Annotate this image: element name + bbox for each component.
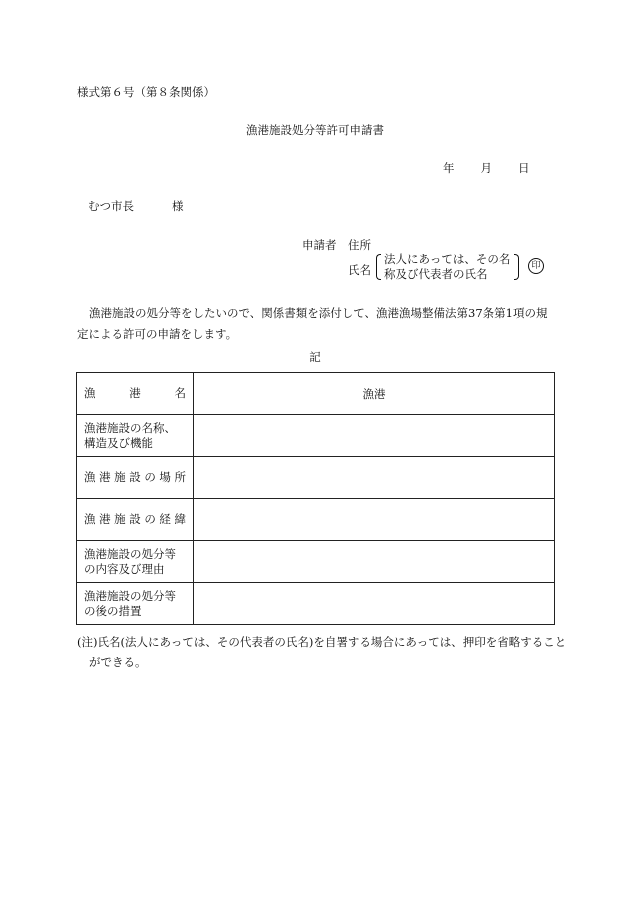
row-label-spread: [84, 470, 186, 485]
row-label-char: 場: [159, 470, 171, 484]
row-label-char: 緯: [174, 512, 186, 526]
row-label: [77, 457, 194, 499]
row-label-char: 港: [99, 470, 111, 484]
table-row: [77, 499, 555, 541]
row-label: 漁港施設の処分等の内容及び理由: [77, 541, 194, 583]
row-label: [77, 499, 194, 541]
table-row: [77, 373, 555, 415]
row-value[interactable]: [194, 499, 555, 541]
row-label-char: 設: [129, 512, 141, 526]
addressee-name: むつ市長: [88, 199, 134, 213]
date-month: 月: [480, 161, 492, 175]
row-label-char: 漁: [84, 512, 96, 526]
row-value[interactable]: [194, 457, 555, 499]
row-label-spread: [84, 512, 186, 527]
row-value[interactable]: [194, 583, 555, 625]
row-label: 漁港施設の処分等の後の措置: [77, 583, 194, 625]
row-label-spread: [84, 386, 186, 401]
ki-label: 記: [309, 350, 321, 364]
row-label-char: 施: [114, 470, 126, 484]
row-value[interactable]: [194, 541, 555, 583]
table-row: [77, 457, 555, 499]
body-paragraph: 漁港施設の処分等をしたいので、関係書類を添付して、漁港漁場整備法第37条第1項の規定による許可の申請をします。: [77, 306, 548, 341]
date-day: 日: [518, 161, 530, 175]
table-row: [77, 415, 555, 457]
date-line: [443, 160, 530, 176]
date-year: 年: [443, 161, 455, 175]
row-label-char: 港: [129, 386, 141, 400]
address-label: 住所: [348, 238, 371, 252]
corporate-note-line1: 法人にあっては、その名: [384, 252, 511, 266]
document-title: 漁港施設処分等許可申請書: [246, 123, 384, 137]
row-label: 漁港施設の名称、構造及び機能: [77, 415, 194, 457]
detail-table: [76, 372, 555, 625]
addressee: [88, 198, 184, 214]
row-label-char: 漁: [84, 386, 96, 400]
right-bracket: [514, 254, 519, 280]
row-label-char: の: [144, 470, 156, 484]
row-label-char: 施: [114, 512, 126, 526]
row-label-char: 名: [174, 386, 186, 400]
row-label-char: 漁: [84, 470, 96, 484]
addressee-honorific: 様: [172, 199, 184, 213]
row-value[interactable]: 漁港: [194, 373, 555, 415]
row-label-char: 経: [159, 512, 171, 526]
footnote: (注)氏名(法人にあっては、その代表者の氏名)を自署する場合にあっては、押印を省略することができる。: [77, 635, 567, 669]
table-row: [77, 583, 555, 625]
row-label-char: 所: [174, 470, 186, 484]
row-label: [77, 373, 194, 415]
corporate-note: [376, 252, 519, 282]
name-label: 氏名: [348, 263, 371, 277]
left-bracket: [376, 254, 381, 280]
table-row: [77, 541, 555, 583]
row-label-char: 設: [129, 470, 141, 484]
seal-mark-icon: 印: [528, 258, 544, 274]
form-number: 様式第６号（第８条関係）: [77, 85, 215, 99]
corporate-note-line2: 称及び代表者の氏名: [384, 267, 488, 281]
row-label-char: の: [144, 512, 156, 526]
row-value[interactable]: [194, 415, 555, 457]
applicant-label: 申請者: [302, 238, 337, 252]
row-label-char: 港: [99, 512, 111, 526]
